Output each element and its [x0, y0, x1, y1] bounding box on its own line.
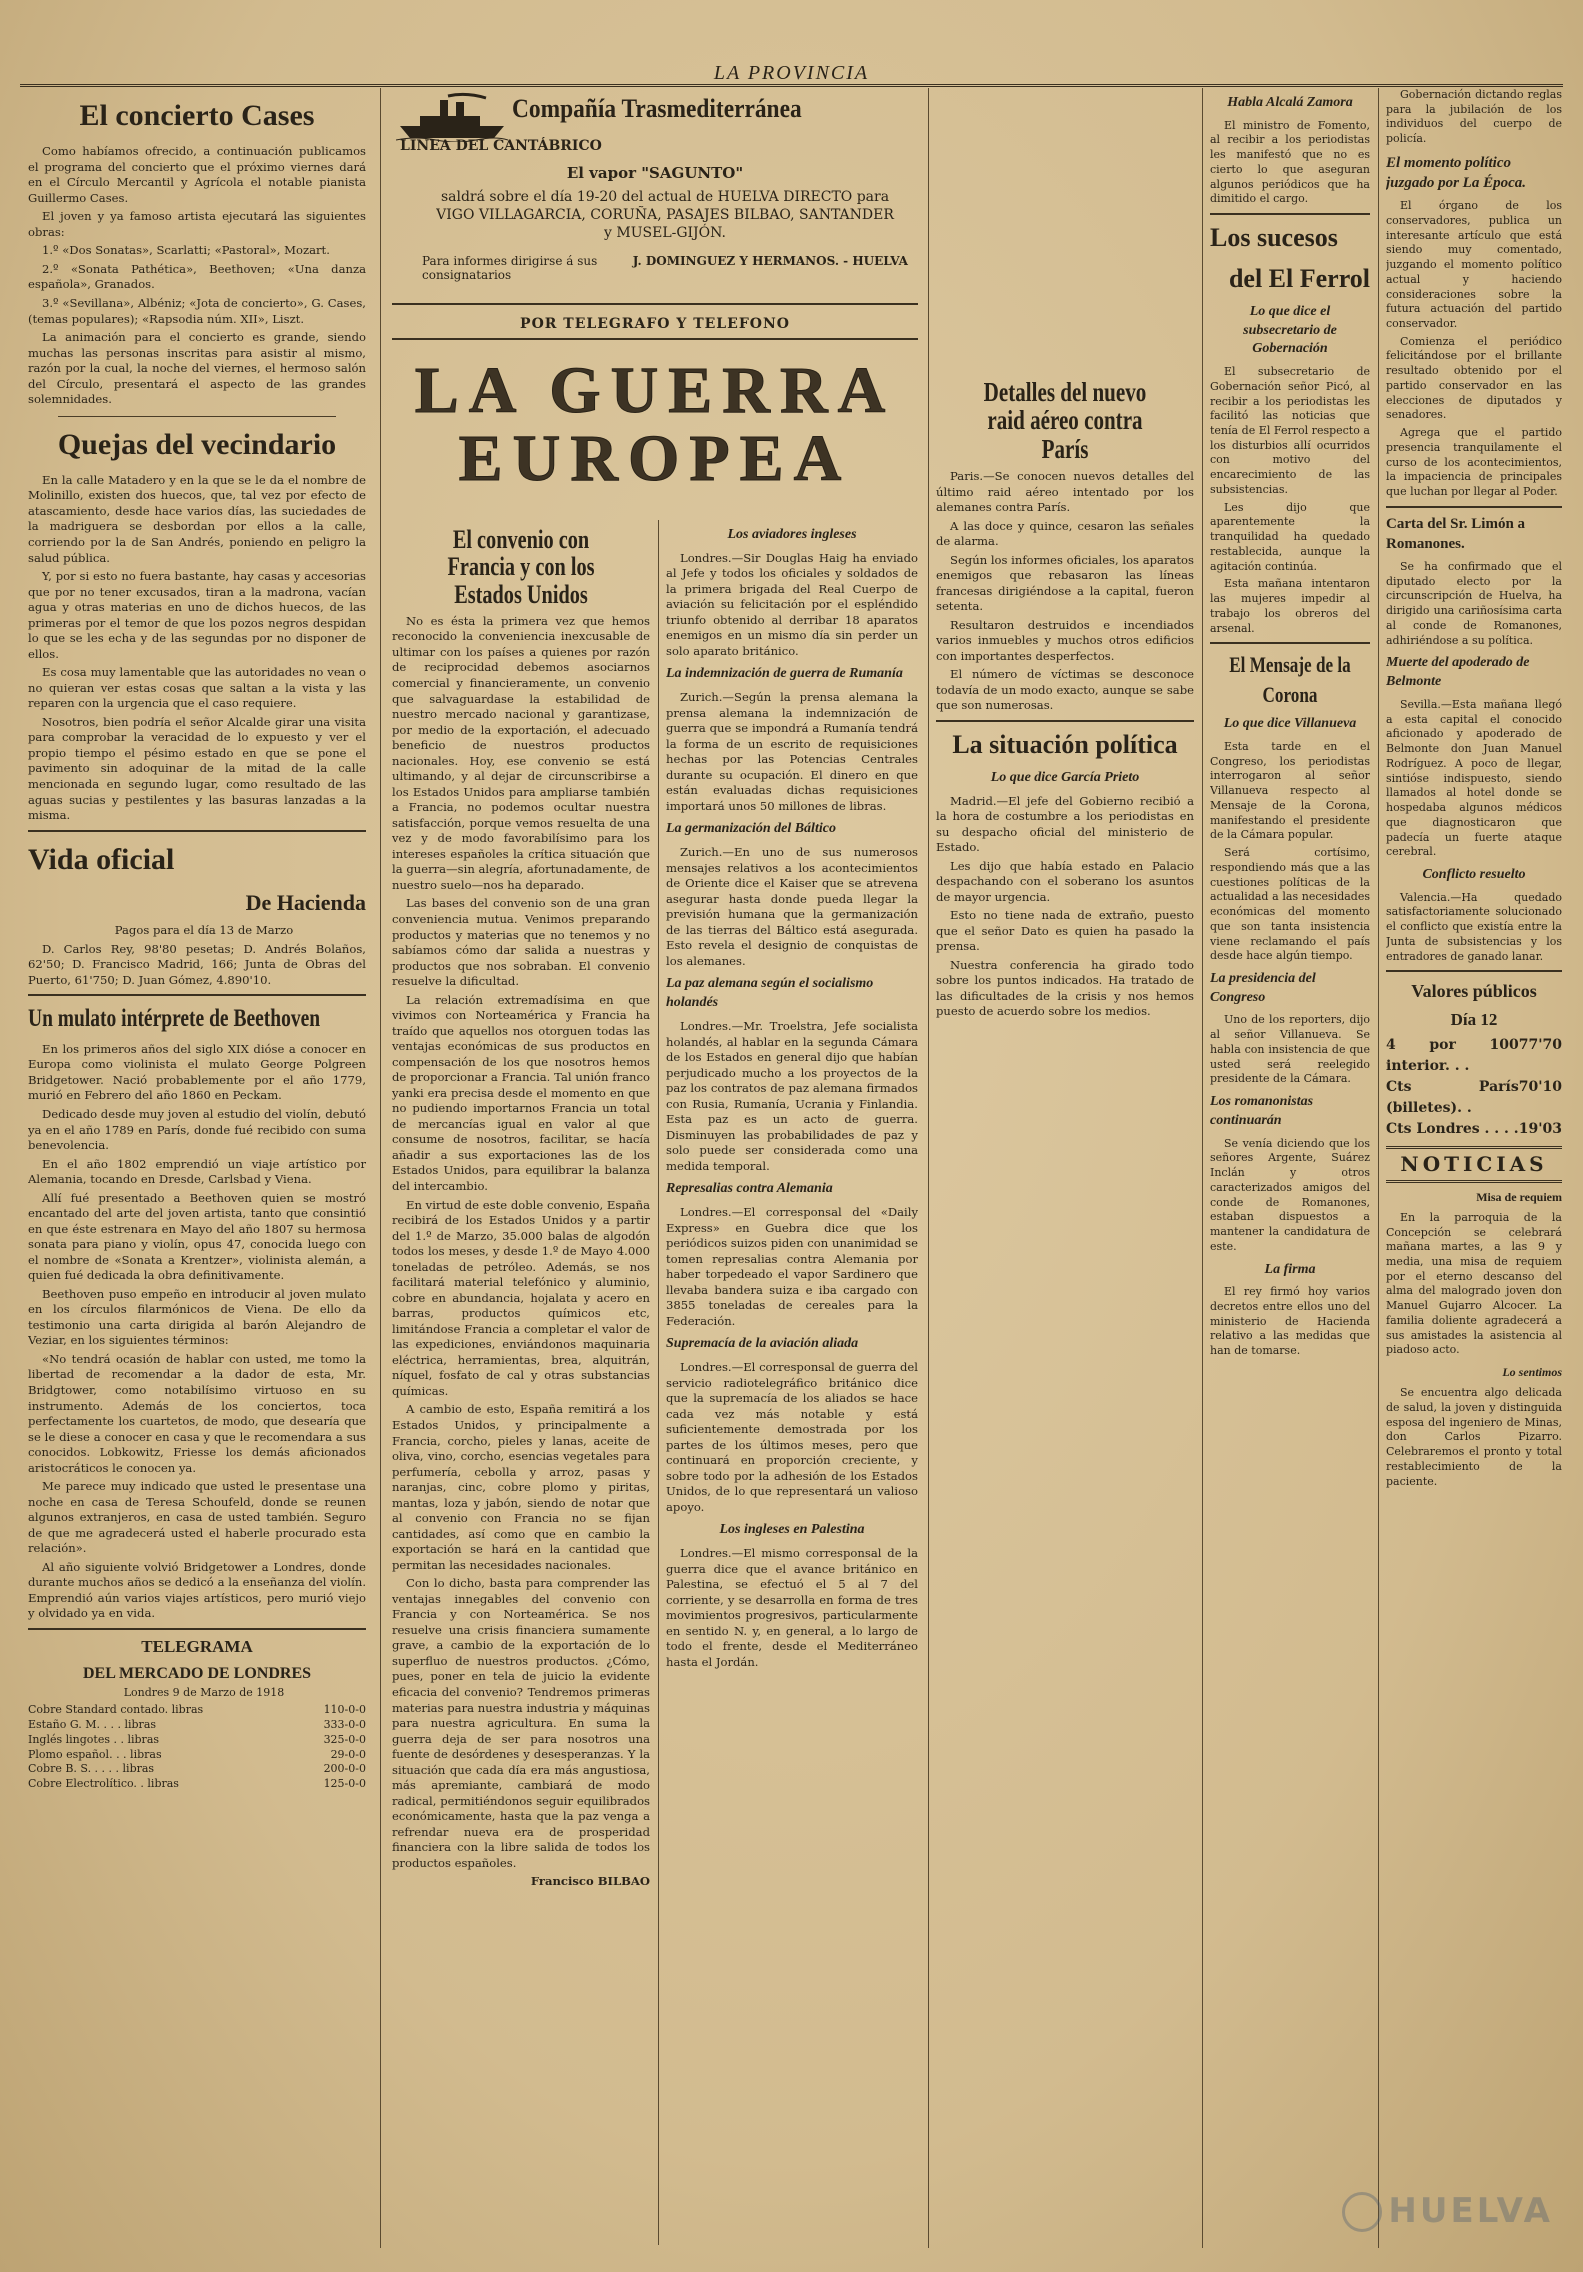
paragraph: Paris.—Se conocen nuevos detalles del último raid aéreo intentado por los alemanes contra París. — [936, 469, 1194, 515]
quejas-text — [28, 473, 366, 824]
paragraph: A las doce y quince, cesaron las señales de alarma. — [936, 518, 1194, 549]
watermark-logo-icon — [1342, 2192, 1382, 2232]
hacienda-date: Pagos para el día 13 de Marzo — [114, 923, 294, 938]
paragraph: Me parece muy indicado que usted le presentase una noche en casa de Teresa Schoufeld, donde se reunen algunos extranjeros, en casa de usted también. Seguro de que me agradecerá usted el haberle procurado esta relación». — [28, 1479, 366, 1556]
conflicto-text: Valencia.—Ha quedado satisfactoriamente solucionado el conflicto que existía entre la Junta de subsistencias y los entradores de ganado lanar. — [1386, 890, 1562, 963]
paragraph: En el año 1802 emprendió un viaje artístico por Alemania, tocando en Dresde, Carlsbad y Viena. — [28, 1156, 366, 1187]
paz-title: La paz alemana según el socialismo holandés — [666, 976, 874, 1011]
paz-text: Londres.—Mr. Troelstra, Jefe socialista holandés, al hablar en la segunda Cámara de los Estados en general dijo que habían perjudicado mucho a los proyectos de la paz los contratos de paz alemana firmados con Rusia, Rumanía, Ucrania y Finlandia. Esta paz es un acto de guerra. Disminuyen las probabilidades de paz y solo puede ser considerada como una medida temporal. — [666, 1018, 918, 1173]
shipping-advertisement — [392, 88, 918, 305]
romanonistas-text: Se venía diciendo que los señores Argente, Suárez Inclán y otros caracterizados amigos del conde de Romanones, estaban dispuestos a mantener la candidatura de este. — [1210, 1136, 1370, 1253]
paragraph: «No tendrá ocasión de hablar con usted, me tomo la libertad de recomendar a la dador de esta, Mr. Bridgtower, como notabilísimo virtuoso en su instrumento. Además de los conciertos, toca perfectamente los cuartetos, de modo, que desearía que se le diese a conocer en casa y que le recomendara a sus conocidos. Lobkowitz, Friesse los demás aficionados aristocráticos le conocen ya. — [28, 1351, 366, 1475]
paragraph: Dedicado desde muy joven al estudio del violín, debutó ya en el año 1789 en París, donde fué recibido con suma benevolencia. — [28, 1106, 366, 1153]
supremacia-title: Supremacía de la aviación aliada — [666, 1336, 859, 1352]
paragraph: Esto no tiene nada de extraño, puesto que el señor Dato es quien ha pasado la prensa. — [936, 908, 1194, 954]
epoca-title: El momento político juzgado por La Época. — [1386, 154, 1527, 192]
noticias-title: NOTICIAS — [1386, 1146, 1562, 1183]
concierto-title: El concierto Cases — [79, 99, 315, 132]
sentimos-text: Se encuentra algo delicada de salud, la joven y distinguida esposa del ingeniero de Minas, don Carlos Pizarro. Celebraremos el pronto y total restablecimiento de la paciente. — [1386, 1386, 1562, 1488]
sentimos-title: Lo sentimos — [1502, 1365, 1562, 1380]
valores-row: Cts París (billetes). . 70'10 — [1386, 1078, 1562, 1116]
vessel-name: El vapor "SAGUNTO" — [566, 164, 744, 182]
valores-day: Día 12 — [1450, 1010, 1498, 1030]
paragraph: Nosotros, bien podría el señor Alcalde girar una visita para comprobar la veracidad de lo expuesto y ver el propio tiempo el pésimo estado en que se pone el pavimento sin adoquinar de la mitad de la calle mencionada en segundo lugar, como resultado de las aguas sucias y pestilentes y las basuras lanzadas a la misma. — [28, 714, 366, 823]
column-rule — [1378, 88, 1379, 2248]
villanueva-title: Lo que dice Villanueva — [1223, 716, 1357, 732]
market-row: Inglés lingotes . . libras 325-0-0 — [28, 1732, 366, 1746]
market-row: Cobre Electrolítico. . libras 125-0-0 — [28, 1777, 366, 1791]
route-line: LINEA DEL CANTÁBRICO — [400, 138, 602, 154]
misa-text: En la parroquia de la Concepción se celebrará mañana martes, a las 9 y media, una misa de requiem por el eterno descanso del alma del malogrado joven don Manuel Gujarro Alcocer. La familia doliente agradecerá a sus amistades la asistencia al piadoso acto. — [1386, 1210, 1562, 1357]
market-row: Cobre B. S. . . . . libras 200-0-0 — [28, 1762, 366, 1776]
column-rule — [1202, 88, 1203, 2248]
divider — [28, 994, 366, 996]
presidencia-title: La presidencia del Congreso — [1210, 970, 1316, 1005]
company-name: Compañía Trasmediterránea — [512, 94, 802, 123]
archive-watermark: HUELVA — [1342, 2191, 1553, 2233]
paragraph: El joven y ya famoso artista ejecutará las siguientes obras: — [28, 209, 366, 239]
column-2 — [392, 520, 650, 2245]
paragraph: Con lo dicho, basta para comprender las ventajas innegables del convenio con Francia y con Norteamérica. Se nos resuelve una crisis financiera sumamente grave, a cambio de la exportación de lo superfluo de nuestros productos. ¿Cómo, pues, poner en tela de juicio la evidente eficacia del convenio? Tendremos primeras materias para nuestra industria y máquinas para nuestra agricultura. En suma la guerra deja de ser para nosotros una fuente de desórdenes y desesperanzas. Y la situación que cada día era más angustiosa, más apremiante, cambiará de modo radical, permitiéndonos seguir equilibrados económicamente, hasta que la paz venga a refrendar nueva era de prosperidad financiera con la libre salida de todos los productos españoles. — [392, 1576, 650, 1870]
zamora-text: El ministro de Fomento, al recibir a los periodistas les manifestó que no es cierto lo que aseguran algunos periódicos que ha dimitido el cargo. — [1210, 118, 1370, 206]
banner-line-2: EUROPEA — [458, 422, 852, 495]
paragraph: Les dijo que había estado en Palacio despachando con el soberano los asuntos de mayor urgencia. — [936, 858, 1194, 904]
paragraph: Gobernación dictando reglas para la jubilación de los individuos del cuerpo de policía. — [1386, 88, 1562, 146]
limon-title: Carta del Sr. Limón a Romanones. — [1386, 515, 1526, 552]
telegrama-title: TELEGRAMA — [141, 1636, 253, 1656]
banner-kicker: POR TELEGRAFO Y TELEFONO — [392, 316, 918, 340]
paragraph: El número de víctimas se desconoce todavía de un modo exacto, aunque se sabe que son numerosas. — [936, 667, 1194, 713]
hacienda-title: De Hacienda — [245, 889, 366, 915]
paragraph: Beethoven puso empeño en introducir al joven mulato en los círculos filarmónicos de Viena. De ello da testimonio una carta dirigida al barón Alejandro de Veziar, en los siguientes términos: — [28, 1286, 366, 1348]
ferrol-title-1: Los sucesos — [1210, 223, 1338, 253]
aviadores-text: Londres.—Sir Douglas Haig ha enviado al Jefe y todos los oficiales y soldados de la primera brigada del Real Cuerpo de aviación su felicitación por el espléndido triunfo obtenido al derribar 18 aparatos enemigos en un mismo día sin perder un solo aparato británico. — [666, 550, 918, 658]
masthead: LA PROVINCIA — [20, 62, 1563, 87]
paragraph: En la calle Matadero y en la que se le da el nombre de Molinillo, existen dos huecos, que, tal vez por efecto de atascamiento, desde hace varios días, las suciedades de la madriguera se desbordan por ellos a la calle, corriendo por la de San Andrés, poniendo en peligro la salud pública. — [28, 472, 366, 565]
author-signature: Francisco BILBAO — [530, 1874, 650, 1889]
paragraph: Agrega que el partido presencia tranquilamente el curso de los acontecimientos, la impaciencia de principales que luchan por llegar al Poder. — [1386, 426, 1562, 499]
market-row: Cobre Standard contado. libras 110-0-0 — [28, 1703, 366, 1717]
indemnizacion-title: La indemnización de guerra de Rumanía — [666, 666, 903, 682]
paragraph: A cambio de esto, España remitirá a los Estados Unidos, y principalmente a Francia, corcho, pieles y lanas, aceite de oliva, vino, corcho, esencias vegetales para perfumería, cebolla y arroz, pasas y naranjas, cinc, cobre plomo y piritas, mantas, loza y jabón, siendo de notar que al convenio con Francia no se fijan cantidades, así como que en cambio la exportación se hará en la cantidad que permitan las necesidades nacionales. — [392, 1402, 650, 1572]
quejas-title: Quejas del vecindario — [57, 427, 337, 461]
paragraph: 3.º «Sevillana», Albéniz; «Jota de concierto», G. Cases, (temas populares); «Rapsodia núm. XII», Liszt. — [28, 295, 366, 326]
hacienda-text: D. Carlos Rey, 98'80 pesetas; D. Andrés Bolaños, 62'50; D. Francisco Madrid, 166; Junta de Obras del Puerto, 61'750; D. Juan Gómez, 4.890'10. — [28, 941, 366, 987]
garcia-text — [936, 794, 1194, 1020]
paragraph: Y, por si esto no fuera bastante, hay casas y accesorias que por no tener excusados, tiran a la madrona, vacían agua y otras materias en uno de dichos huecos, de las primeras por el temor de que los pozos negros despidan lo que se les echa y de las segundas por no disponer de ellos. — [28, 569, 366, 661]
telegrama-subtitle: DEL MERCADO DE LONDRES — [82, 1664, 312, 1682]
conflicto-title: Conflicto resuelto — [1422, 866, 1526, 882]
paragraph: Las bases del convenio son de una gran conveniencia mutua. Venimos preparando productos y materias que no tenemos y no sabíamos cómo dar salida a nuestras y productos que nos sobraban. El convenio resuelve la dificultad. — [392, 896, 650, 989]
presidencia-text: Uno de los reporters, dijo al señor Villanueva. Se habla con insistencia de que usted será reelegido presidente de la Cámara. — [1210, 1013, 1370, 1086]
paragraph: Según los informes oficiales, los aparatos enemigos que rebasaron las líneas francesas dirigiéndose a la capital, fueron setenta. — [936, 552, 1194, 614]
column-6 — [1386, 88, 1562, 2248]
paragraph: 1.º «Dos Sonatas», Scarlatti; «Pastoral», Mozart. — [42, 243, 330, 258]
paragraph: No es ésta la primera vez que hemos reconocido la conveniencia inexcusable de ultimar con los países a quienes por razón de reciprocidad debemos asociarnos comercial y financieramente, un convenio que salvaguardase la estabilidad de nuestro mercado nacional y garantizase, por medio de la exportación, el adecuado beneficio de nuestros productos nacionales. Hoy, ese convenio se está ultimando, y al dejar de circunscribirse a los Estados Unidos para ampliarse también a Francia, no podemos ocultar nuestra satisfacción, porque vemos resuelta de una vez y de modo favorabilísimo para los intereses españoles la crítica situación que la guerra—sin alegría, afortunadamente, de nuestro suelo—nos ha deparado. — [392, 613, 650, 892]
steamship-icon — [396, 92, 508, 142]
firma-title: La firma — [1264, 1261, 1316, 1277]
column-4 — [936, 88, 1194, 2248]
divider — [936, 720, 1194, 722]
mulato-text — [28, 1042, 366, 1622]
mensaje-title: El Mensaje de la Corona — [1229, 652, 1351, 707]
paragraph: Nuestra conferencia ha girado todo sobre los puntos indicados. Ha tratado de las dificultades de la crisis y nos hemos puesto de acuerdo sobre los medios. — [936, 957, 1194, 1019]
garcia-title: Lo que dice García Prieto — [990, 769, 1140, 785]
paragraph: En los primeros años del siglo XIX dióse a conocer en Europa como violinista el mulato George Polgreen Bridgetower. Nació probablemente por el año 1779, murió en Febrero del año 1860 en Peckam. — [28, 1041, 366, 1103]
paragraph: El órgano de los conservadores, publica un interesante artículo que está siendo muy comentado, juzgando el momento político actual y haciendo consideraciones sobre la futura actuación del partido conservador. — [1386, 199, 1562, 330]
convenio-text — [392, 614, 650, 1872]
paragraph: Comienza el periódico felicitándose por el brillante resultado obtenido por el partido conservador en las elecciones de diputados y senadores. — [1386, 334, 1562, 422]
divider — [1210, 213, 1370, 215]
war-banner — [392, 316, 918, 495]
politica-title: La situación política — [952, 730, 1178, 759]
paragraph: 2.º «Sonata Pathética», Beethoven; «Una danza española», Granados. — [28, 261, 366, 292]
paragraph: Les dijo que aparentemente la tranquilidad ha quedado restablecida, aunque la agitación continúa. — [1210, 500, 1370, 573]
baltico-text: Zurich.—En uno de sus numerosos mensajes relativos a los acontecimientos de Oriente dice el Kaiser que se atrevena asegurar hasta donde pueda llegar la previsión humana que la germanización de las tierras del Báltico está asegurada. Esto revela el designio de conquistas de los alemanes. — [666, 845, 918, 968]
raid-text — [936, 469, 1194, 714]
paragraph: Es cosa muy lamentable que las autoridades no vean o no quieran ver estas cosas que saltan a la vista y las reparen con la urgencia que el caso requiere. — [28, 665, 366, 711]
column-rule — [928, 88, 929, 2248]
baltico-title: La germanización del Báltico — [666, 821, 836, 837]
paragraph: En virtud de este doble convenio, España recibirá de los Estados Unidos y a partir del 1.º de Marzo, 35.000 balas de algodón todos los meses, y desde 1.º de Mayo 4.000 toneladas de petróleo. Además, se nos facilitará material telefónico y aluminio, cobre en abundancia, hojalata y acero en barras, productos químicos etc, limitándose Francia a completar el valor de las expediciones, enviándonos maquinaria eléctrica, herramientas, brea, alquitrán, níquel, fosfato de cal y otras substancias químicas. — [392, 1197, 650, 1398]
market-row: Estaño G. M. . . . libras 333-0-0 — [28, 1718, 366, 1732]
market-row: Plomo español. . . libras 29-0-0 — [28, 1747, 366, 1761]
mulato-title: Un mulato intérprete de Beethoven — [28, 1005, 321, 1033]
paragraph: Esta tarde en el Congreso, los periodistas interrogaron al señor Villanueva respecto al Mensaje de la Corona, manifestando el presidente de la Cámara popular. — [1210, 739, 1370, 842]
represalias-text: Londres.—El corresponsal del «Daily Express» en Guebra dice que los periódicos suizos piden con unanimidad se tomen represalias contra Alemania por haber torpedeado el vapor Sardinero que llevaba bandera suiza e iba cargado con 3855 toneladas de cereales para la Federación. — [666, 1205, 918, 1328]
paragraph: Como habíamos ofrecido, a continuación publicamos el programa del concierto que el próximo viernes dará en el Círculo Mercantil y Agrícola el notable pianista Guillermo Cases. — [28, 144, 366, 205]
paragraph: Allí fué presentado a Beethoven quien se mostró encantado del arte del joven artista, tanto que consintió en que éste estrenara en Mayo del año 1807 su hermosa sonata para piano y violín, opus 47, conocida luego con el nombre de «Sonata a Krentzer», violinista alemán, a quien fué dedicada la obra definitivamente. — [28, 1190, 366, 1283]
convenio-title: El convenio con Francia y con los Estados Unidos — [447, 525, 595, 609]
zamora-title: Habla Alcalá Zamora — [1227, 95, 1353, 110]
muerte-title: Muerte del apoderado de Belmonte — [1386, 655, 1530, 690]
divider — [58, 416, 336, 417]
firma-text: El rey firmó hoy varios decretos entre ellos uno del ministerio de Hacienda relativo a las medidas que han de tomarse. — [1210, 1285, 1370, 1358]
valores-row: 4 por 100 interior. . . 77'70 — [1386, 1036, 1562, 1074]
palestina-title: Los ingleses en Palestina — [719, 1522, 865, 1538]
column-3 — [666, 520, 918, 2245]
column-1 — [28, 88, 366, 2248]
vida-title: Vida oficial — [28, 842, 175, 876]
column-5 — [1210, 88, 1370, 2248]
banner-line-1: LA GUERRA — [414, 354, 896, 427]
valores-table — [1386, 978, 1562, 1140]
paragraph: Esta mañana intentaron las mujeres impedir al trabajo los obreros del arsenal. — [1210, 577, 1370, 635]
misa-title: Misa de requiem — [1476, 1189, 1562, 1204]
muerte-text: Sevilla.—Esta mañana llegó a esta capital el conocido aficionado y apoderado de Belmonte don Juan Manuel Rodríguez. A poco de llegar, sintióse indispuesto, siendo llamados al hotel donde se hospedaba algunos médicos que diagnosticaron que padecía un fuerte ataque cerebral. — [1386, 697, 1562, 859]
divider — [28, 830, 366, 832]
consignee: J. DOMINGUEZ Y HERMANOS. - HUELVA — [632, 254, 908, 268]
limon-text: Se ha confirmado que el diputado electo por la circunscripción de Huelva, ha dirigido una cariñosísima carta al conde de Romanones, adhiriéndose a su política. — [1386, 560, 1562, 647]
indemnizacion-text: Zurich.—Según la prensa alemana la prensa alemana la indemnización de guerra que se impondrá a Rumanía tendrá la forma de un escrito de requisiciones hechas por las Potencias Centrales durante su ocupación. El dinero en que están evaluadas dichas requisiciones importará unos 50 millones de libras. — [666, 690, 918, 813]
aviadores-title: Los aviadores ingleses — [727, 527, 857, 542]
palestina-text: Londres.—El mismo corresponsal de la guerra dice que el avance británico en Palestina, se efectuó el 5 al 7 del corriente, y se desarrolla en forma de tres movimientos progresivos, particularmente en sentido N. y, en general, a lo largo de todo el frente, desde el Mediterráneo hasta el Jordán. — [666, 1546, 918, 1669]
market-table — [28, 1703, 366, 1791]
paragraph: Al año siguiente volvió Bridgetower a Londres, donde durante muchos años se dedicó a la enseñanza del violín. Emprendió aún varios viajes artísticos, pero murió viejo y olvidado ya en vida. — [28, 1559, 366, 1621]
supremacia-text: Londres.—El corresponsal de guerra del servicio radiotelegráfico británico dice que la supremacía de los aliados se hace cada vez más notable y está suficientemente demostrada por los partes de los últimos meses, pero que continuará en proporción creciente, y sobre todo por la adhesión de los Estados Unidos, de lo que representará un valioso apoyo. — [666, 1360, 918, 1514]
paragraph: Madrid.—El jefe del Gobierno recibió a la hora de costumbre a los periodistas en su despacho oficial del ministerio de Estado. — [936, 793, 1194, 855]
raid-title: Detalles del nuevo raid aéreo contra París — [983, 377, 1147, 464]
gobernacion-text — [1210, 365, 1370, 636]
divider — [1210, 642, 1370, 644]
route-details: saldrá sobre el día 19-20 del actual de HUELVA DIRECTO para VIGO VILLAGARCIA, CORUÑA, PASAJES BILBAO, SANTANDER y MUSEL-GIJÓN. — [436, 189, 894, 242]
gobernacion-title: Lo que dice el subsecretario de Gobernación — [1243, 303, 1337, 357]
villanueva-text — [1210, 740, 1370, 964]
paragraph: Resultaron destruidos e incendiados varios inmuebles y muchos otros edificios con importantes desperfectos. — [936, 617, 1194, 663]
paragraph: Será cortísimo, respondiendo más que a las cuestiones políticas de la actualidad a las necesidades económicas del momento que son tanta insistencia viene reclamando el país desde hace algún tiempo. — [1210, 846, 1370, 963]
telegrama-date: Londres 9 de Marzo de 1918 — [123, 1686, 285, 1700]
ad-contact: J. DOMINGUEZ Y HERMANOS. - HUELVA Para informes dirigirse á sus consignatarios — [422, 254, 908, 282]
represalias-title: Represalias contra Alemania — [666, 1181, 833, 1197]
column-rule — [658, 520, 659, 2245]
paragraph: El subsecretario de Gobernación señor Picó, al recibir a los periodistas les facilitó las noticias que tenía de El Ferrol respecto a los disturbios allí ocurridos con motivo del encarecimiento de las subsistencias. — [1210, 365, 1370, 496]
valores-row: Cts Londres . . . . 19'03 — [1386, 1120, 1562, 1137]
paragraph: La animación para el concierto es grande, siendo muchas las personas inscritas para asistir al mismo, razón por la cual, la noche del viernes, el hermoso salón del Círculo, presentará el aspecto de las grandes solemnidades. — [28, 330, 366, 407]
paragraph: La relación extremadísima en que vivimos con Norteamérica y Francia ha traído que aquellos nos otorguen todas las ventajas económicas de sus productos en compensación de los que nosotros hemos de proporcionar a Francia. Tal unión franco yanki era precisa desde el momento en que no pudiendo importarnos Francia un total de mercancías igual en valor al que consume de nosotros, facilitar, se hacía añadir a sus exportaciones las de los Estados Unidos, para equilibrar la balanza del intercambio. — [392, 992, 650, 1194]
divider — [1386, 506, 1562, 508]
divider — [1386, 970, 1562, 972]
concierto-text — [28, 144, 366, 408]
ferrol-title-2: del El Ferrol — [1228, 263, 1370, 293]
divider — [28, 1628, 366, 1630]
valores-title: Valores públicos — [1411, 981, 1537, 1002]
romanonistas-title: Los romanonistas continuarán — [1210, 1094, 1314, 1128]
column-rule — [380, 88, 381, 2248]
